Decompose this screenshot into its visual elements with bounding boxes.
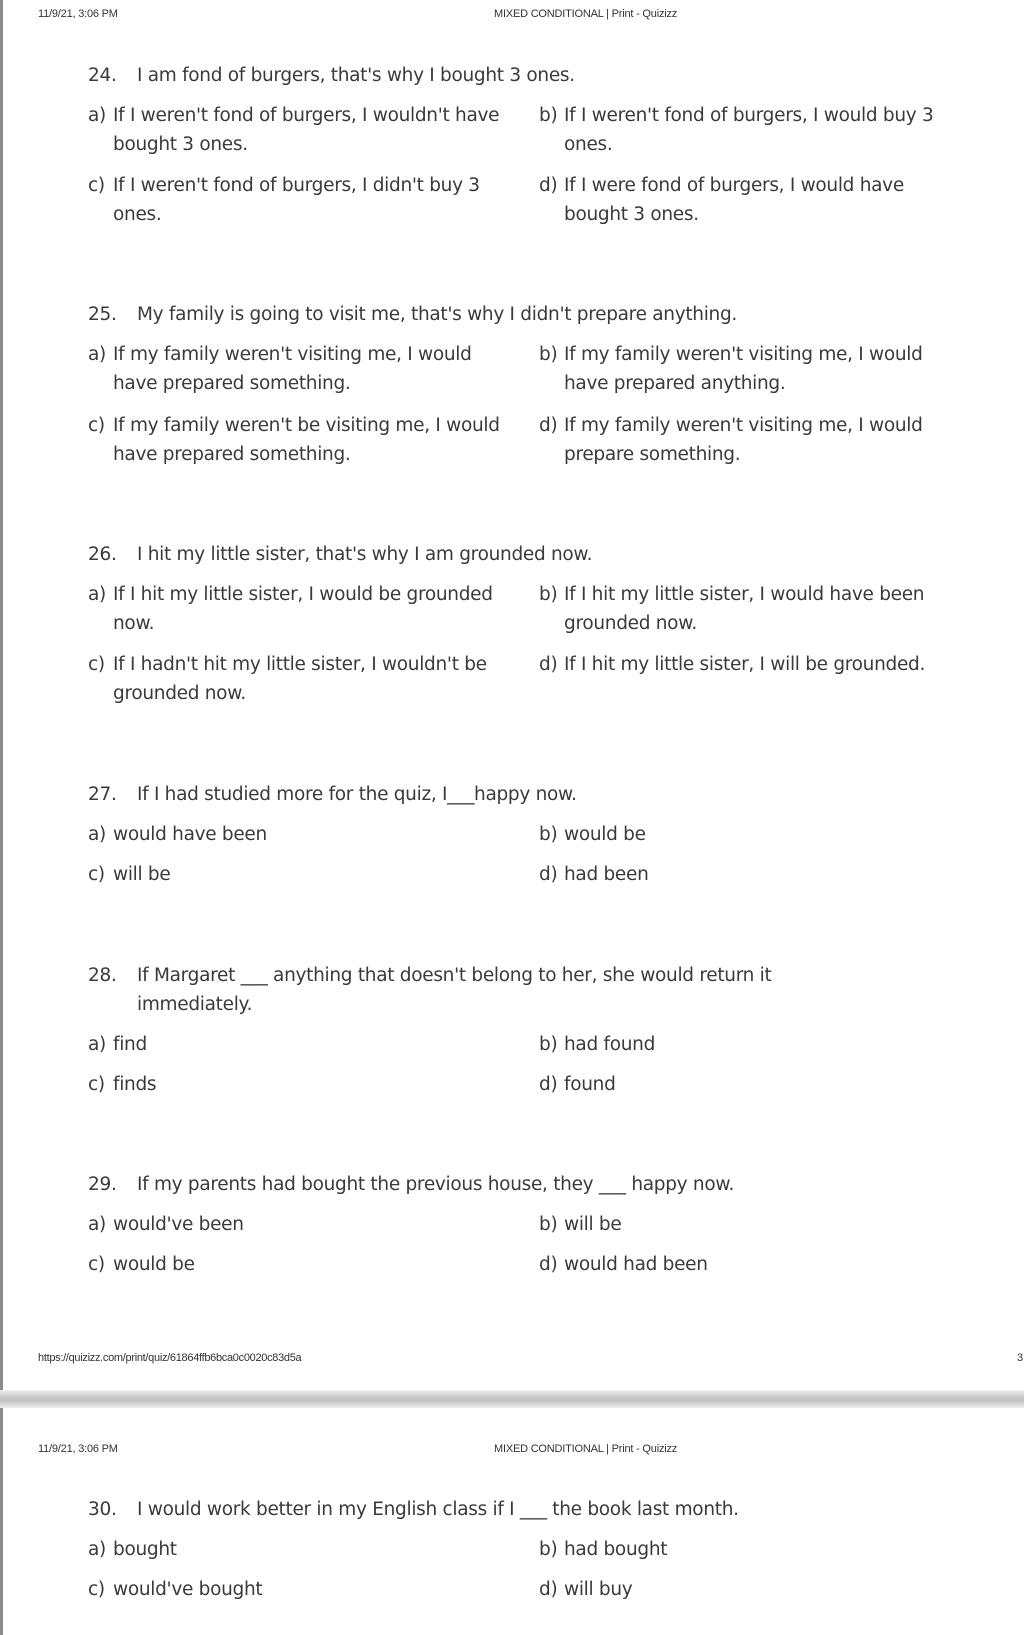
option-c: [88, 860, 508, 889]
option-letter: b): [539, 1214, 558, 1235]
question-text: If Margaret ___ anything that doesn't belong to her, she would return it immediately.: [137, 965, 772, 1015]
option-text: find: [113, 1034, 147, 1055]
option-a: [88, 340, 508, 398]
question-text: I would work better in my English class if I ___ the book last month.: [137, 1499, 739, 1520]
question-number: 26.: [88, 544, 117, 565]
question-text: I hit my little sister, that's why I am grounded now.: [137, 544, 593, 565]
option-d: [539, 1070, 969, 1099]
option-letter: d): [539, 654, 558, 675]
question-number: 25.: [88, 304, 117, 325]
option-b: [539, 820, 969, 849]
question-text: My family is going to visit me, that's why I didn't prepare anything.: [137, 304, 738, 325]
question-number: 24.: [88, 65, 117, 86]
option-letter: d): [539, 1074, 558, 1095]
option-a: [88, 1210, 508, 1239]
question-number: 30.: [88, 1499, 117, 1520]
option-letter: b): [539, 1539, 558, 1560]
option-text: If my family weren't be visiting me, I would have prepared something.: [113, 415, 500, 465]
option-text: would be: [113, 1254, 195, 1275]
option-text: If my family weren't visiting me, I would prepare something.: [564, 415, 923, 465]
option-b: [539, 340, 969, 398]
option-text: would've been: [113, 1214, 244, 1235]
option-text: found: [564, 1074, 616, 1095]
option-text: had bought: [564, 1539, 668, 1560]
option-text: If I weren't fond of burgers, I would buy 3 ones.: [564, 105, 934, 155]
option-text: If I hadn't hit my little sister, I wouldn't be grounded now.: [113, 654, 487, 704]
option-text: If I weren't fond of burgers, I didn't buy 3 ones.: [113, 175, 480, 225]
page-number: 3: [1017, 1352, 1024, 1364]
page-break-divider: [0, 1390, 1024, 1408]
option-a: [88, 101, 508, 159]
option-letter: c): [88, 654, 105, 675]
option-letter: b): [539, 1034, 558, 1055]
question-30: [88, 1495, 928, 1524]
question-text: I am fond of burgers, that's why I bought 3 ones.: [137, 65, 575, 86]
question-number: 29.: [88, 1174, 117, 1195]
option-c: [88, 1575, 508, 1604]
option-letter: b): [539, 824, 558, 845]
print-doc-title: MIXED CONDITIONAL | Print - Quizizz: [494, 8, 678, 20]
option-letter: b): [539, 105, 558, 126]
option-letter: a): [88, 824, 106, 845]
option-text: had been: [564, 864, 649, 885]
option-c: [88, 650, 508, 708]
option-text: If I hit my little sister, I would have been grounded now.: [564, 584, 925, 634]
question-27: [88, 780, 928, 809]
option-text: If my family weren't visiting me, I would have prepared something.: [113, 344, 472, 394]
question-text: If my parents had bought the previous house, they ___ happy now.: [137, 1174, 735, 1195]
option-a: [88, 1030, 508, 1059]
option-text: would had been: [564, 1254, 708, 1275]
option-letter: d): [539, 864, 558, 885]
question-24: [88, 61, 928, 90]
option-d: [539, 1250, 969, 1279]
option-letter: a): [88, 1539, 106, 1560]
option-letter: c): [88, 1579, 105, 1600]
option-letter: d): [539, 415, 558, 436]
option-text: If I weren't fond of burgers, I wouldn't have bought 3 ones.: [113, 105, 500, 155]
option-letter: d): [539, 175, 558, 196]
option-letter: b): [539, 344, 558, 365]
question-28: [88, 961, 788, 1019]
question-number: 28.: [88, 965, 117, 986]
print-doc-title: MIXED CONDITIONAL | Print - Quizizz: [494, 1443, 678, 1455]
question-26: [88, 540, 928, 569]
option-text: would be: [564, 824, 646, 845]
option-text: bought: [113, 1539, 177, 1560]
question-number: 27.: [88, 784, 117, 805]
option-d: [539, 411, 969, 469]
option-text: If my family weren't visiting me, I would have prepared anything.: [564, 344, 923, 394]
option-a: [88, 580, 508, 638]
question-29: [88, 1170, 928, 1199]
option-letter: c): [88, 1254, 105, 1275]
option-letter: d): [539, 1254, 558, 1275]
option-text: finds: [113, 1074, 157, 1095]
option-letter: a): [88, 1034, 106, 1055]
option-text: will be: [564, 1214, 622, 1235]
print-footer-url: https://quizizz.com/print/quiz/61864ffb6bca0c0020c83d5a: [38, 1352, 302, 1364]
option-b: [539, 1535, 969, 1564]
option-text: will be: [113, 864, 171, 885]
option-letter: c): [88, 415, 105, 436]
option-text: If I hit my little sister, I would be grounded now.: [113, 584, 493, 634]
option-a: [88, 1535, 508, 1564]
option-letter: a): [88, 105, 106, 126]
option-d: [539, 171, 969, 229]
option-b: [539, 580, 969, 638]
option-a: [88, 820, 508, 849]
option-text: would've bought: [113, 1579, 263, 1600]
option-c: [88, 1070, 508, 1099]
print-timestamp: 11/9/21, 3:06 PM: [38, 8, 118, 20]
option-d: [539, 1575, 969, 1604]
option-letter: b): [539, 584, 558, 605]
option-text: If I were fond of burgers, I would have bought 3 ones.: [564, 175, 904, 225]
question-text: If I had studied more for the quiz, I___happy now.: [137, 784, 577, 805]
option-text: would have been: [113, 824, 267, 845]
question-25: [88, 300, 928, 329]
option-c: [88, 1250, 508, 1279]
option-c: [88, 411, 508, 469]
option-letter: c): [88, 864, 105, 885]
option-b: [539, 1210, 969, 1239]
print-timestamp: 11/9/21, 3:06 PM: [38, 1443, 118, 1455]
option-letter: a): [88, 1214, 106, 1235]
option-text: will buy: [564, 1579, 633, 1600]
option-letter: d): [539, 1579, 558, 1600]
option-letter: c): [88, 175, 105, 196]
option-text: If I hit my little sister, I will be grounded.: [564, 654, 926, 675]
option-text: had found: [564, 1034, 656, 1055]
option-d: [539, 860, 969, 889]
option-d: [539, 650, 969, 679]
option-letter: c): [88, 1074, 105, 1095]
option-b: [539, 1030, 969, 1059]
option-b: [539, 101, 969, 159]
option-letter: a): [88, 344, 106, 365]
option-letter: a): [88, 584, 106, 605]
option-c: [88, 171, 508, 229]
